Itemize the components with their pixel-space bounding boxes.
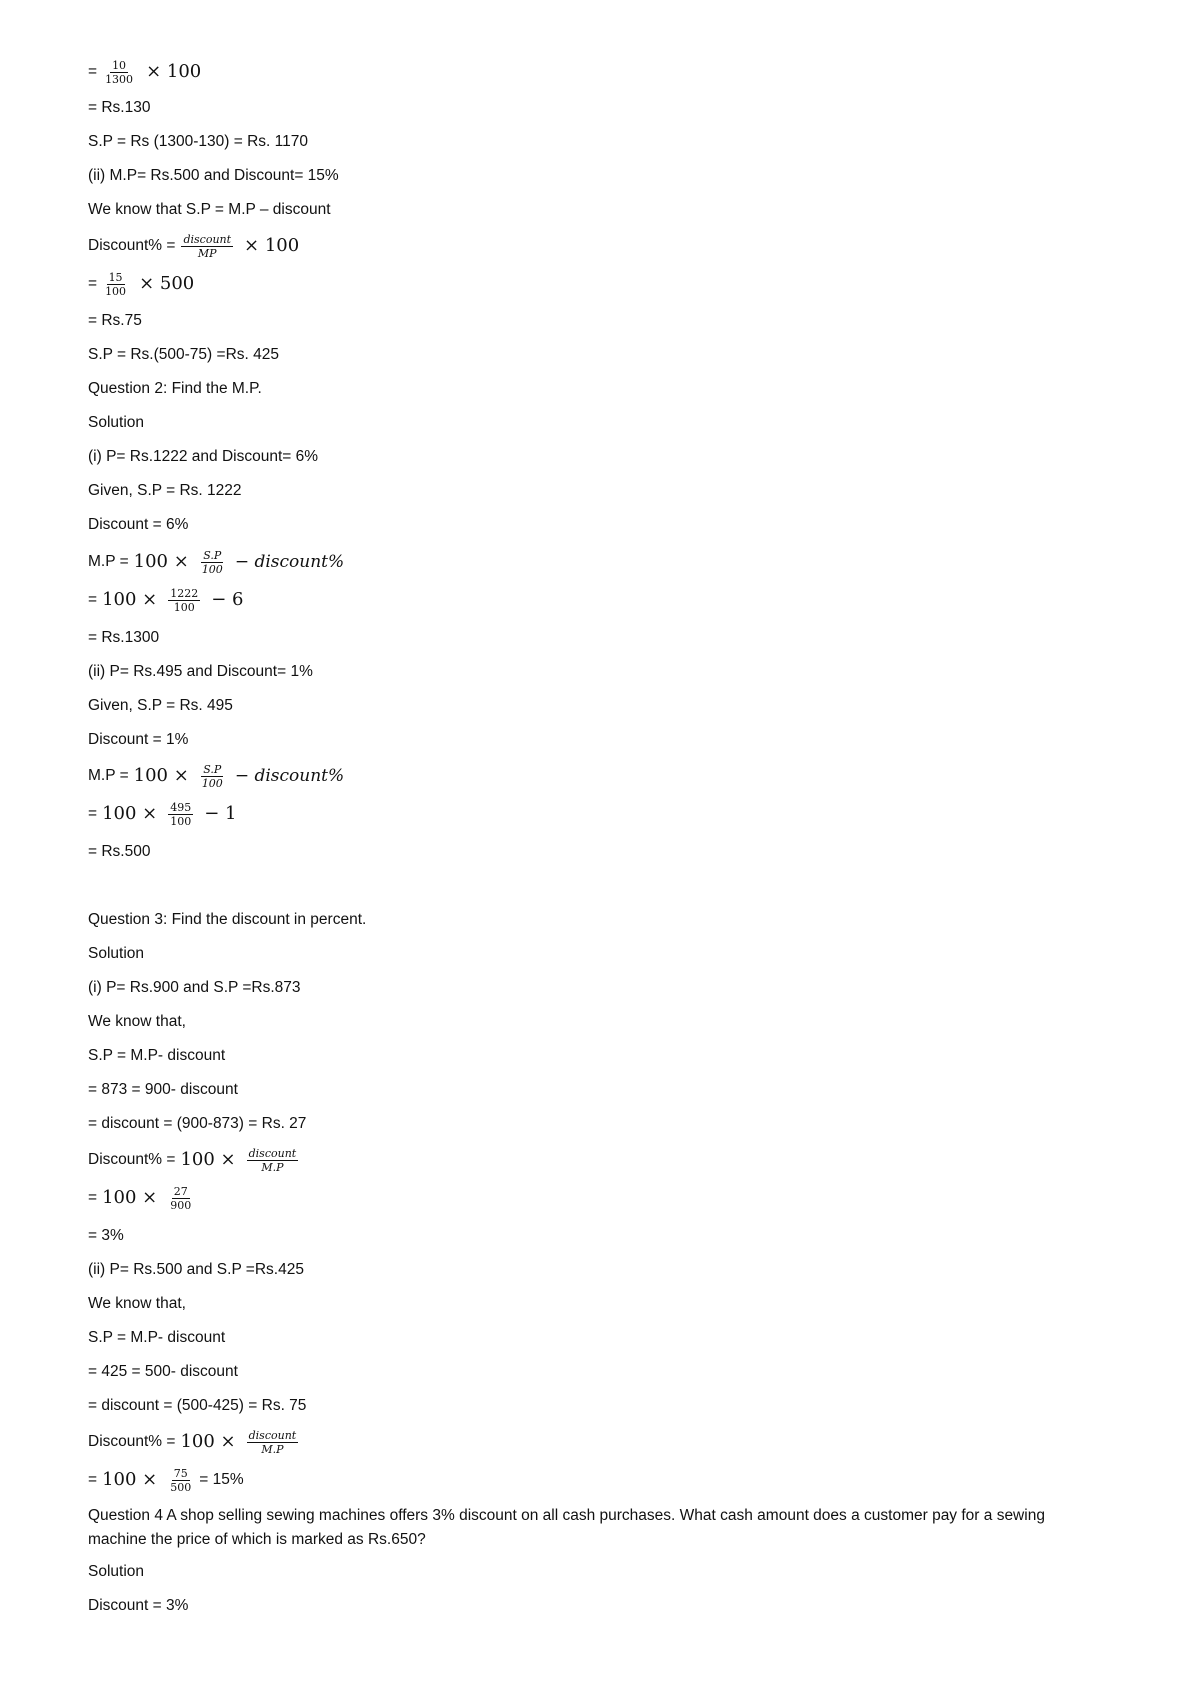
text-line: Discount = 3% [88, 1597, 189, 1614]
text-line: = Rs.1300 [88, 629, 160, 646]
equation-prefix: M.P = [88, 553, 129, 570]
fraction-denominator: 1300 [105, 72, 134, 86]
equation-suffix: × 100 [146, 61, 202, 82]
fraction [200, 550, 225, 575]
fraction [247, 1148, 299, 1173]
text-line: S.P = Rs.(500-75) =Rs. 425 [88, 346, 279, 363]
equation-line [88, 800, 242, 828]
text-line: = Rs.75 [88, 312, 142, 329]
fraction [168, 1468, 193, 1493]
equation-line [88, 762, 348, 790]
solution-label: Solution [88, 414, 145, 431]
equation-line [88, 270, 199, 298]
text-line: (i) P= Rs.900 and S.P =Rs.873 [88, 979, 301, 996]
fraction-numerator: 10 [112, 58, 127, 72]
text-line: = Rs.500 [88, 843, 151, 860]
equation-term: 100 × [133, 551, 189, 572]
fraction-denominator: 100 [105, 284, 127, 298]
fraction-numerator: 27 [173, 1184, 188, 1198]
text-line: We know that, [88, 1295, 186, 1312]
question-heading: Question 4 A shop selling sewing machines offers 3% discount on all cash purchases. What cash amount does a customer pay for a sewing machine the price of which is marked as Rs.650? [88, 1507, 1045, 1548]
fraction-denominator: MP [197, 246, 217, 260]
text-line: Discount = 6% [88, 516, 189, 533]
text-line: = 425 = 500- discount [88, 1363, 238, 1380]
text-line: S.P = Rs (1300-130) = Rs. 1170 [88, 133, 308, 150]
fraction-denominator: M.P [261, 1160, 284, 1174]
fraction [200, 764, 225, 789]
equation-line [88, 58, 206, 86]
text-line: (ii) M.P= Rs.500 and Discount= 15% [88, 167, 339, 184]
fraction [103, 272, 128, 297]
equation-prefix: = [88, 1471, 98, 1488]
fraction [181, 234, 233, 259]
equation-term: 100 × [180, 1431, 236, 1452]
fraction-numerator: 75 [173, 1466, 188, 1480]
equation-suffix: − 1 [204, 803, 237, 824]
fraction-numerator: S.P [203, 762, 222, 776]
equation-term: 100 × [102, 803, 158, 824]
equation-suffix: − discount% [234, 766, 345, 786]
fraction-denominator: 100 [173, 600, 195, 614]
text-line: = Rs.130 [88, 99, 151, 116]
text-line: Given, S.P = Rs. 1222 [88, 482, 242, 499]
text-line: We know that S.P = M.P – discount [88, 201, 331, 218]
question-heading: Question 2: Find the M.P. [88, 380, 262, 397]
text-line: S.P = M.P- discount [88, 1329, 226, 1346]
equation-prefix: Discount% = [88, 1433, 176, 1450]
text-line: (ii) P= Rs.495 and Discount= 1% [88, 663, 313, 680]
fraction-numerator: S.P [203, 548, 222, 562]
fraction-numerator: 1222 [170, 586, 199, 600]
fraction-denominator: 100 [201, 776, 223, 790]
equation-term: 100 × [102, 1187, 158, 1208]
equation-suffix: × 100 [244, 235, 300, 256]
equation-line [88, 1466, 244, 1494]
fraction-denominator: 900 [170, 1198, 192, 1212]
solution-label: Solution [88, 945, 145, 962]
fraction [168, 802, 193, 827]
text-line: = 3% [88, 1227, 124, 1244]
equation-prefix: = [88, 1189, 98, 1206]
equation-prefix: = [88, 63, 98, 80]
equation-term: 100 × [102, 1469, 158, 1490]
fraction-numerator: 495 [170, 800, 192, 814]
equation-prefix: = [88, 591, 98, 608]
fraction [103, 60, 135, 85]
equation-suffix: − discount% [234, 552, 345, 572]
solution-label: Solution [88, 1563, 145, 1580]
equation-suffix: = 15% [199, 1471, 244, 1488]
text-line: = 873 = 900- discount [88, 1081, 238, 1098]
equation-suffix: × 500 [139, 273, 195, 294]
equation-line [88, 1184, 199, 1212]
equation-line [88, 548, 348, 576]
equation-prefix: = [88, 805, 98, 822]
text-line: (i) P= Rs.1222 and Discount= 6% [88, 448, 319, 465]
equation-prefix: M.P = [88, 767, 129, 784]
text-line: We know that, [88, 1013, 186, 1030]
fraction [168, 588, 200, 613]
text-line: Discount = 1% [88, 731, 189, 748]
equation-line [88, 232, 304, 260]
equation-line [88, 1428, 304, 1456]
fraction-denominator: 100 [201, 562, 223, 576]
text-line: = discount = (500-425) = Rs. 75 [88, 1397, 307, 1414]
fraction-denominator: 100 [170, 814, 192, 828]
equation-term: 100 × [180, 1149, 236, 1170]
text-line: (ii) P= Rs.500 and S.P =Rs.425 [88, 1261, 304, 1278]
text-line: Given, S.P = Rs. 495 [88, 697, 233, 714]
fraction [168, 1186, 193, 1211]
equation-prefix: Discount% = [88, 1151, 176, 1168]
fraction-numerator: 15 [108, 270, 123, 284]
equation-prefix: = [88, 275, 98, 292]
fraction-denominator: 500 [170, 1480, 192, 1494]
equation-term: 100 × [102, 589, 158, 610]
equation-line [88, 1146, 304, 1174]
text-line: S.P = M.P- discount [88, 1047, 226, 1064]
fraction-denominator: M.P [261, 1442, 284, 1456]
equation-suffix: − 6 [211, 589, 244, 610]
equation-line [88, 586, 249, 614]
question-heading: Question 3: Find the discount in percent. [88, 911, 367, 928]
fraction [247, 1430, 299, 1455]
fraction-numerator: discount [248, 1428, 297, 1442]
fraction-numerator: discount [248, 1146, 297, 1160]
equation-term: 100 × [133, 765, 189, 786]
equation-prefix: Discount% = [88, 237, 176, 254]
fraction-numerator: discount [183, 232, 232, 246]
text-line: = discount = (900-873) = Rs. 27 [88, 1115, 307, 1132]
